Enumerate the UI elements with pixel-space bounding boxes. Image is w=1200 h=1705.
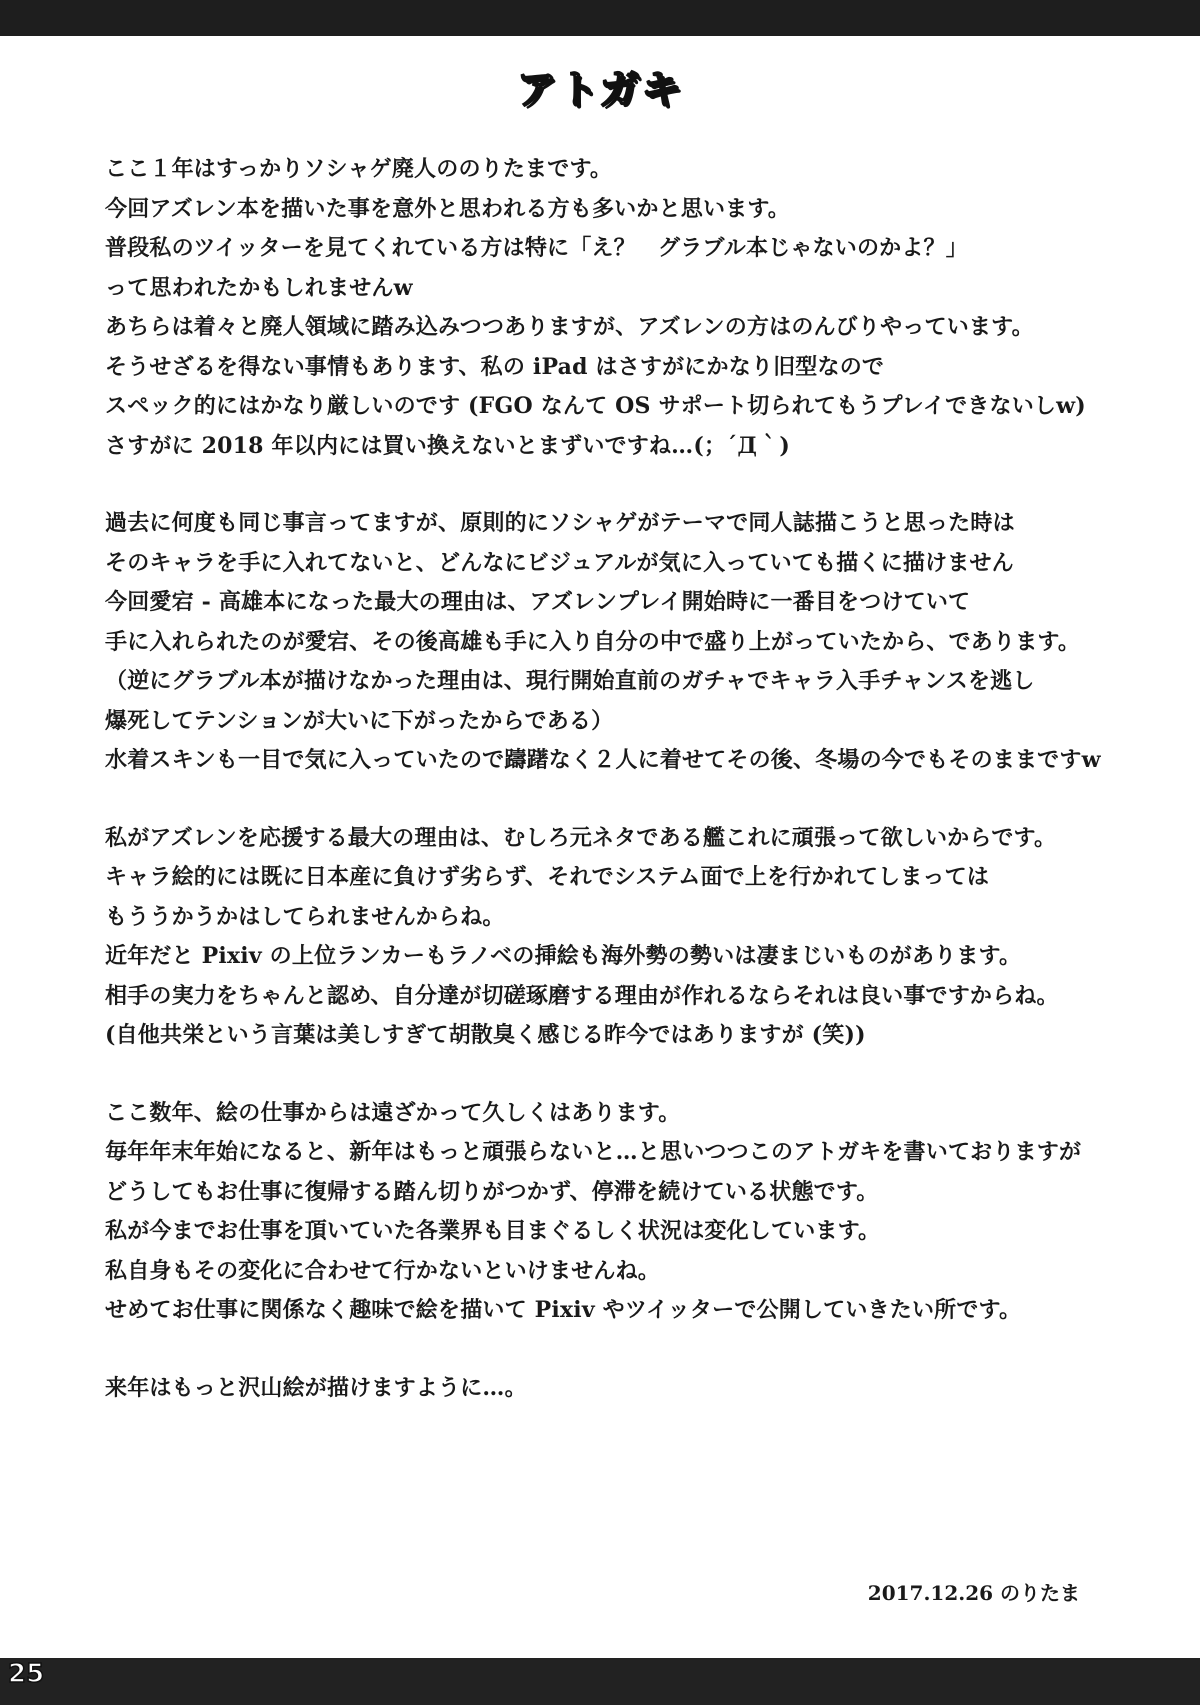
text-line: もううかうかはしてられませんからね。	[105, 903, 505, 930]
paragraph	[105, 150, 1180, 466]
paragraph	[105, 819, 1180, 1056]
text-line: って思われたかもしれませんw	[105, 274, 413, 301]
paragraph	[105, 1369, 1180, 1409]
text-line: せめてお仕事に関係なく趣味で絵を描いて Pixiv やツイッターで公開していきたい所です。	[105, 1297, 1022, 1323]
text-line: 私自身もその変化に合わせて行かないといけませんね。	[105, 1257, 661, 1284]
text-line: 私がアズレンを応援する最大の理由は、むしろ元ネタである艦これに頑張って欲しいからです。	[105, 824, 1057, 851]
top-border	[0, 0, 1200, 36]
text-line: 過去に何度も同じ事言ってますが、原則的にソシャゲがテーマで同人誌描こうと思った時は	[105, 510, 1015, 536]
text-line: どうしてもお仕事に復帰する踏ん切りがつかず、停滞を続けている状態です。	[105, 1178, 879, 1205]
paragraph	[105, 1094, 1180, 1331]
text-line: そうせざるを得ない事情もあります、私の iPad はさすがにかなり旧型なので	[105, 353, 885, 380]
text-line: (自他共栄という言葉は美しすぎて胡散臭く感じる昨今ではありますが (笑))	[105, 1022, 866, 1048]
afterword-body	[105, 150, 1180, 1446]
bottom-border	[0, 1658, 1200, 1705]
text-line: 近年だと Pixiv の上位ランカーもラノベの挿絵も海外勢の勢いは凄まじいものがあります。	[105, 943, 1022, 969]
page-title: アトガキ	[516, 67, 684, 113]
page-number: 25	[8, 1659, 45, 1689]
text-line: 今回アズレン本を描いた事を意外と思われる方も多いかと思います。	[105, 195, 791, 222]
text-line: そのキャラを手に入れてないと、どんなにビジュアルが気に入っていても描くに描けません	[105, 549, 1014, 576]
text-line: 相手の実力をちゃんと認め、自分達が切磋琢磨する理由が作れるならそれは良い事ですからね。	[105, 982, 1059, 1009]
text-line: 私が今までお仕事を頂いていた各業界も目まぐるしく状況は変化しています。	[105, 1218, 881, 1244]
text-line: 今回愛宕 - 高雄本になった最大の理由は、アズレンプレイ開始時に一番目をつけていて	[105, 589, 971, 615]
text-line: あちらは着々と廃人領域に踏み込みつつありますが、アズレンの方はのんびりやっています。	[105, 314, 1034, 340]
text-line: 手に入れられたのが愛宕、その後高雄も手に入り自分の中で盛り上がっていたから、であります。	[105, 628, 1081, 655]
text-line: 普段私のツイッターを見てくれている方は特に「え？ グラブル本じゃないのかよ？」	[105, 235, 968, 261]
signature-date: 2017.12.26 のりたま	[867, 1581, 1080, 1605]
text-line: さすがに 2018 年以内には買い換えないとまずいですね…(；´Д｀)	[105, 432, 790, 459]
paragraph	[105, 504, 1180, 781]
text-line: （逆にグラブル本が描けなかった理由は、現行開始直前のガチャでキャラ入手チャンスを逃し	[105, 668, 1035, 694]
text-line: ここ数年、絵の仕事からは遠ざかって久しくはあります。	[105, 1099, 681, 1126]
text-line: 水着スキンも一目で気に入っていたので躊躇なく２人に着せてその後、冬場の今でもそのままですw	[105, 747, 1101, 773]
text-line: スペック的にはかなり厳しいのです (FGO なんて OS サポート切られてもうプレイできないしw)	[105, 393, 1086, 419]
text-line: 来年はもっと沢山絵が描けますように…。	[105, 1374, 527, 1401]
text-line: キャラ絵的には既に日本産に負けず劣らず、それでシステム面で上を行かれてしまっては	[105, 864, 990, 890]
text-line: 毎年年末年始になると、新年はもっと頑張らないと…と思いつつこのアトガキを書いておりますが	[105, 1139, 1082, 1165]
text-line: 爆死してテンションが大いに下がったからである）	[105, 707, 614, 734]
text-line: ここ１年はすっかりソシャゲ廃人ののりたまです。	[105, 156, 613, 182]
